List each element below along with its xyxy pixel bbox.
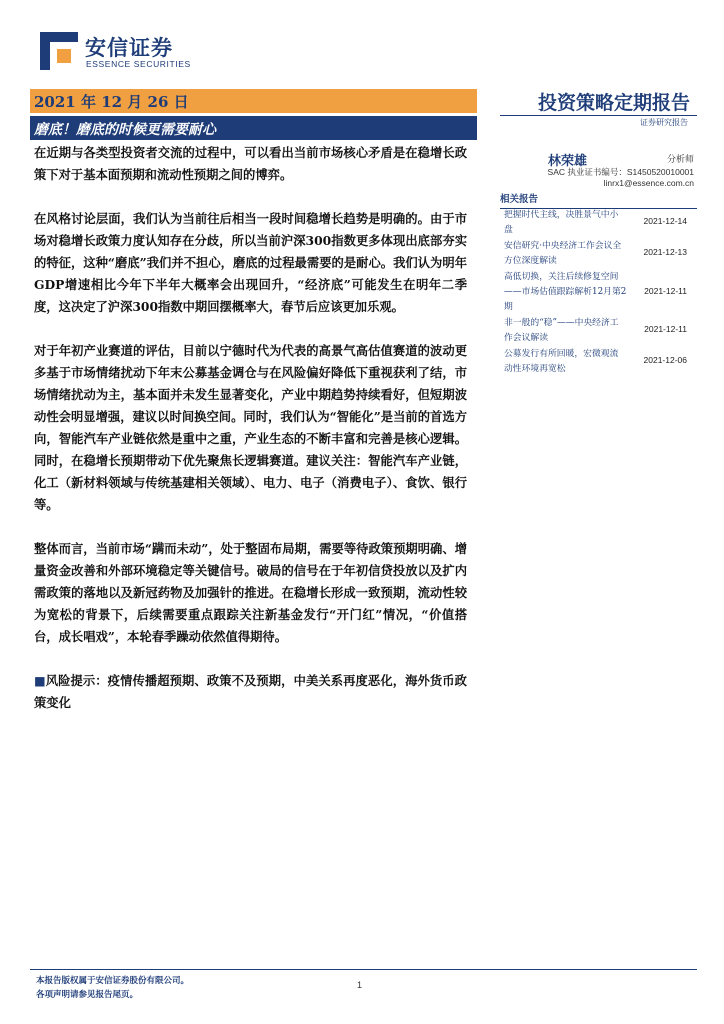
analyst-sac-number: SAC 执业证书编号：S1450520010001 — [547, 167, 694, 177]
body-paragraph: 整体而言，当前市场“蹒而未动”，处于整固布局期，需要等待政策预期明确、增量资金改善和外部环境稳定等关键信号。破局的信号在于年初信贷投放以及扩内需政策的落地以及新冠药物及加强针的推进。在稳增长形成一致预期，流动性较为宽松的背景下，后续需要重点跟踪关注新基金发行“开门红”情况，“价值搭台，成长唱戏”，本轮春季躁动依然值得期待。 — [34, 541, 467, 644]
company-logo — [40, 30, 190, 74]
related-report-date: 2021-12-14 — [643, 216, 687, 226]
logo-chinese-name: 安信证券 — [85, 36, 173, 60]
header-divider — [500, 115, 697, 116]
report-type: 投资策略定期报告 — [537, 92, 690, 114]
body-paragraph: 对于年初产业赛道的评估，目前以宁德时代为代表的高景气高估值赛道的波动更多基于市场情绪扰动下年末公募基金调仓与在风险偏好降低下重视获利了结，市场情绪扰动为主，基本面并未发生显著变化，产业中期趋势持续看好，但短期波动性会明显增强，建议以时间换空间。同时，我们认为“智能化”是当前的首选方向，智能汽车产业链依然是重中之重，产业生态的不断丰富和完善是核心逻辑。同时，在稳增长预期带动下优先聚焦长逻辑赛道。建议关注：智能汽车产业链，化工（新材料领域与传统基建相关领域）、电力、电子（消费电子）、食饮、银行等。 — [34, 343, 467, 512]
related-report-item[interactable] — [500, 208, 697, 239]
related-report-date: 2021-12-11 — [644, 286, 687, 296]
date-bar — [30, 89, 477, 113]
body-paragraph: 在近期与各类型投资者交流的过程中，可以看出当前市场核心矛盾是在稳增长政策下对于基本面预期和流动性预期之间的博弈。 — [34, 145, 467, 182]
related-reports-heading: 相关报告 — [500, 191, 697, 209]
report-category-label: 证券研究报告 — [640, 118, 688, 127]
square-bullet-icon: ■ — [34, 673, 46, 688]
analyst-name: 林荣雄 — [548, 154, 588, 169]
report-title: 磨底！磨底的时候更需要耐心 — [34, 122, 216, 138]
copyright-notice: 本报告版权属于安信证券股份有限公司。 — [36, 976, 190, 986]
analyst-role: 分析师 — [666, 155, 694, 165]
related-report-title[interactable]: 高低切换，关注后续修复空间——市场估值跟踪解析12月第2期 — [504, 272, 627, 312]
body-paragraph: 在风格讨论层面，我们认为当前往后相当一段时间稳增长趋势是明确的。由于市场对稳增长政策力度认知存在分歧，所以当前沪深300指数更多体现出底部夯实的特征，这种“磨底”我们并不担心，磨底的过程最需要的是耐心。我们认为明年GDP增速相比今年下半年大概率会出现回升，“经济底”可能发生在明年二季度，这决定了沪深300指数中期回摆概率大，春节后应该更加乐观。 — [34, 211, 467, 314]
title-bar — [30, 116, 477, 140]
related-report-item[interactable] — [500, 316, 697, 347]
logo-english-name: ESSENCE SECURITIES — [86, 59, 191, 69]
risk-text: 风险提示：疫情传播超预期、政策不及预期，中美关系再度恶化，海外货币政策变化 — [34, 673, 467, 710]
analyst-email[interactable]: linrx1@essence.com.cn — [603, 178, 694, 188]
related-report-item[interactable] — [500, 347, 697, 378]
related-report-title[interactable]: 非一般的“稳”——中央经济工作会议解读 — [504, 318, 619, 343]
related-reports-list — [500, 208, 697, 378]
related-report-date: 2021-12-06 — [643, 355, 687, 365]
related-report-title[interactable]: 公募发行有所回暖，宏微观流动性环境再宽松 — [504, 349, 619, 374]
related-report-date: 2021-12-11 — [644, 324, 687, 334]
essence-logo-icon — [40, 32, 78, 70]
risk-warning — [34, 670, 467, 714]
related-report-title[interactable]: 把握时代主线，决胜景气中小盘 — [504, 210, 619, 235]
footer-divider — [30, 969, 697, 970]
related-report-title[interactable]: 安信研究·中央经济工作会议全方位深度解读 — [504, 241, 622, 266]
report-body — [34, 142, 467, 736]
page-number: 1 — [357, 980, 363, 990]
disclaimer-notice: 各项声明请参见报告尾页。 — [36, 990, 139, 1000]
related-report-item[interactable] — [500, 270, 697, 316]
related-report-date: 2021-12-13 — [643, 247, 687, 257]
report-date: 2021 年 12 月 26 日 — [34, 93, 189, 111]
related-report-item[interactable] — [500, 239, 697, 270]
